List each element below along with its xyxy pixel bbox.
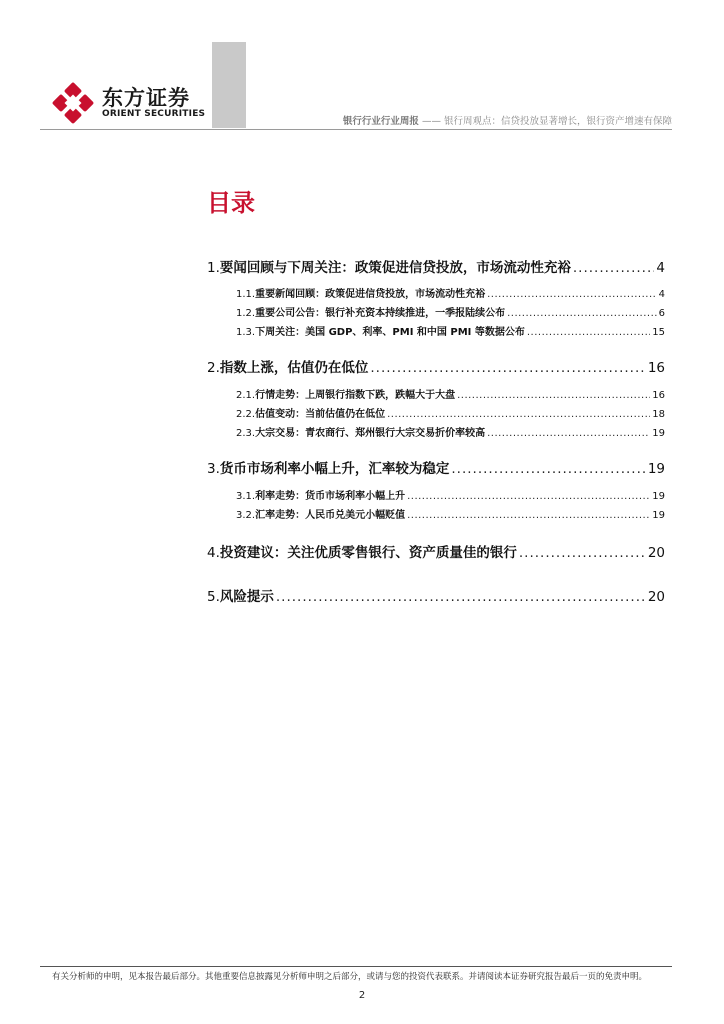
toc-entry-page: 6 <box>658 308 665 319</box>
toc-entry-page: 4 <box>658 289 665 300</box>
toc-entry-number: 2.2. <box>236 409 256 420</box>
toc-leader-dots <box>507 308 657 319</box>
toc-leader-dots <box>487 428 650 439</box>
toc-entry-3-1[interactable] <box>236 487 665 502</box>
report-header-text <box>343 113 672 127</box>
toc-leader-dots <box>387 409 650 420</box>
toc-title: 目录 <box>207 189 255 217</box>
toc-entry-1-3[interactable] <box>236 323 665 338</box>
logo-chinese-name: 东方证券 <box>102 86 190 110</box>
toc-entry-page: 19 <box>647 461 665 477</box>
toc-entry-page: 16 <box>652 390 665 401</box>
toc-entry-number: 3. <box>207 461 220 477</box>
toc-entry-number: 3.2. <box>236 510 256 521</box>
toc-entry-text: 投资建议：关注优质零售银行、资产质量佳的银行 <box>219 545 517 561</box>
page-number: 2 <box>358 990 366 1001</box>
header-separator: —— <box>418 116 444 127</box>
toc-entry-number: 1. <box>207 260 220 276</box>
toc-entry-1[interactable] <box>207 256 665 276</box>
toc-entry-3-2[interactable] <box>236 506 665 521</box>
report-title: 银行周观点：信贷投放显著增长，银行资产增速有保障 <box>443 116 672 127</box>
toc-entry-1-2[interactable] <box>236 304 665 319</box>
toc-entry-number: 3.1. <box>236 491 256 502</box>
toc-entry-text: 估值变动：当前估值仍在低位 <box>255 409 386 420</box>
toc-leader-dots <box>487 289 657 300</box>
toc-entry-number: 4. <box>207 545 220 561</box>
toc-entry-page: 19 <box>652 491 665 502</box>
toc-entry-number: 2.1. <box>236 390 256 401</box>
toc-entry-text: 重要新闻回顾：政策促进信贷投放，市场流动性充裕 <box>255 289 486 300</box>
toc-entry-number: 1.3. <box>236 327 256 338</box>
toc-entry-2-3[interactable] <box>236 424 665 439</box>
toc-leader-dots <box>457 390 650 401</box>
toc-leader-dots <box>407 491 650 502</box>
toc-entry-text: 要闻回顾与下周关注：政策促进信贷投放，市场流动性充裕 <box>219 260 571 276</box>
toc-leader-dots <box>370 360 645 376</box>
logo-english-name: ORIENT SECURITIES <box>102 109 206 119</box>
toc-entry-text: 利率走势：货币市场利率小幅上升 <box>255 491 406 502</box>
toc-entry-text: 行情走势：上周银行指数下跌，跌幅大于大盘 <box>255 390 456 401</box>
toc-entry-2[interactable] <box>207 356 665 376</box>
toc-leader-dots <box>573 260 655 276</box>
toc-entry-text: 重要公司公告：银行补充资本持续推进，一季报陆续公布 <box>255 308 506 319</box>
orient-logo-icon <box>52 82 94 124</box>
toc-entry-number: 1.2. <box>236 308 256 319</box>
toc-entry-page: 20 <box>647 545 665 561</box>
toc-entry-text: 指数上涨，估值仍在低位 <box>219 360 369 376</box>
toc-entry-page: 16 <box>647 360 665 376</box>
toc-leader-dots <box>407 510 650 521</box>
toc-entry-number: 1.1. <box>236 289 256 300</box>
toc-entry-text: 大宗交易：青农商行、郑州银行大宗交易折价率较高 <box>255 428 486 439</box>
toc-entry-text: 风险提示 <box>219 589 274 605</box>
toc-entry-2-2[interactable] <box>236 405 665 420</box>
toc-entry-text: 汇率走势：人民币兑美元小幅贬值 <box>255 510 406 521</box>
toc-entry-page: 15 <box>652 327 665 338</box>
toc-entry-number: 2.3. <box>236 428 256 439</box>
header-gray-bar <box>212 42 246 128</box>
footer-divider <box>40 966 672 967</box>
orient-securities-logo <box>52 80 212 124</box>
toc-leader-dots <box>527 327 650 338</box>
toc-leader-dots <box>276 589 646 605</box>
toc-entry-page: 4 <box>656 260 665 276</box>
toc-entry-1-1[interactable] <box>236 285 665 300</box>
toc-entry-4[interactable] <box>207 541 665 561</box>
toc-entry-text: 下周关注：美国 GDP、利率、PMI 和中国 PMI 等数据公布 <box>255 327 525 338</box>
toc-entry-3[interactable] <box>207 457 665 477</box>
footer-disclaimer: 有关分析师的申明，见本报告最后部分。其他重要信息披露见分析师申明之后部分，或请与您的投资代表联系。并请阅读本证券研究报告最后一页的免责申明。 <box>52 972 648 982</box>
toc-entry-text: 货币市场利率小幅上升，汇率较为稳定 <box>219 461 450 477</box>
toc-entry-page: 20 <box>647 589 665 605</box>
toc-entry-number: 5. <box>207 589 220 605</box>
toc-entry-page: 19 <box>652 428 665 439</box>
toc-leader-dots <box>519 545 646 561</box>
toc-entry-2-1[interactable] <box>236 386 665 401</box>
toc-leader-dots <box>451 461 645 477</box>
header-divider <box>40 129 672 130</box>
toc-entry-page: 19 <box>652 510 665 521</box>
toc-entry-number: 2. <box>207 360 220 376</box>
toc-entry-page: 18 <box>652 409 665 420</box>
report-type: 银行行业行业周报 <box>342 116 419 127</box>
toc-entry-5[interactable] <box>207 585 665 605</box>
